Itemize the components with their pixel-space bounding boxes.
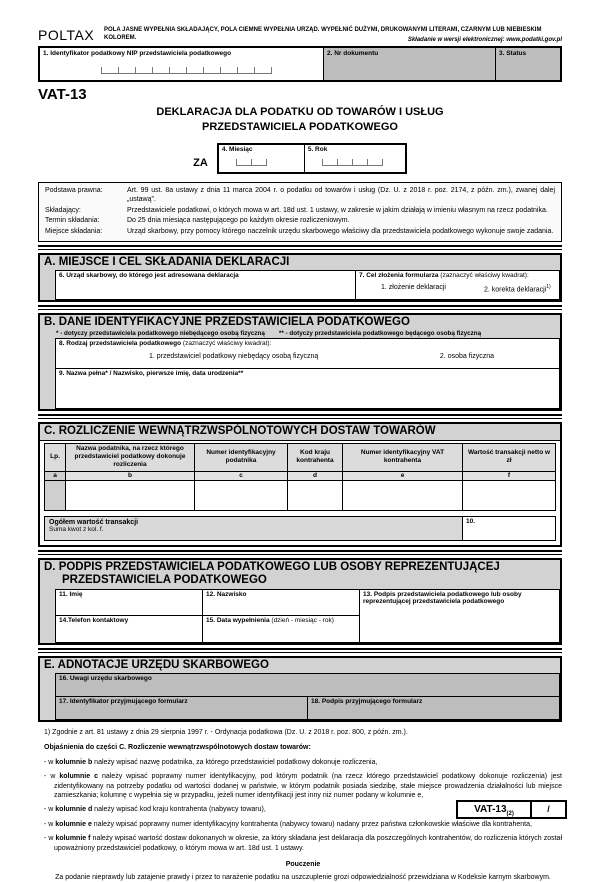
cell-net-value[interactable]: [463, 481, 556, 511]
section-d-title: [40, 560, 560, 588]
comb-cell: [152, 67, 170, 74]
period-box: [217, 143, 407, 174]
comb-cell: [135, 67, 153, 74]
field16-label: 16. Uwagi urzędu skarbowego: [59, 674, 152, 682]
form-code: VAT-13: [38, 86, 87, 103]
col-letter: c: [195, 471, 288, 481]
section-d: [38, 558, 562, 644]
table-row: [45, 481, 556, 511]
column-letter-row: [45, 471, 556, 481]
section-c: [38, 422, 562, 547]
efiling-note: Składanie w wersji elektronicznej: www.podatki.gov.pl: [407, 37, 562, 43]
field12-last-name[interactable]: [203, 589, 360, 615]
comb-cell: [203, 67, 221, 74]
legal-basis-box: [38, 182, 562, 242]
explanation-item: - w kolumnie b należy wpisać nazwę podatnika, za którego przedstawiciel podatkowy dokonuje rozliczenia,: [44, 758, 378, 766]
section-e-title: E. ADNOTACJE URZĘDU SKARBOWEGO: [44, 658, 269, 671]
legal-label: Podstawa prawna:: [45, 186, 103, 194]
explanation-item: - w kolumnie d należy wpisać kod kraju kontrahenta (nabywcy towaru),: [44, 806, 266, 814]
cell-taxpayer-name[interactable]: [66, 481, 195, 511]
cell-lp: [45, 481, 66, 511]
comb-cell: [367, 159, 383, 166]
field17-label: 17. Identyfikator przyjmującego formularz: [59, 697, 188, 705]
field18-label: 18. Podpis przyjmującego formularz: [311, 697, 423, 705]
poltax-logo: POLTAX: [38, 27, 95, 43]
col-letter: b: [66, 471, 195, 481]
comb-cell: [220, 67, 238, 74]
field14-phone[interactable]: [56, 615, 203, 642]
footer-form-code-box: [456, 800, 567, 819]
field16-office-remarks: [56, 673, 560, 696]
comb-cell: [169, 67, 187, 74]
field6-tax-office[interactable]: [56, 271, 356, 300]
comb-cell: [118, 67, 136, 74]
footer-form-code: VAT-$13_{(2)}$: [458, 802, 532, 817]
field11-first-name[interactable]: [56, 589, 203, 615]
field14-label: 14.Telefon kontaktowy: [59, 616, 129, 624]
legal-row: [45, 227, 555, 236]
document-number-label: 2. Nr dokumentu: [327, 50, 379, 57]
comb-cell: [251, 159, 267, 166]
field7-option-correction[interactable]: 2. korekta deklaracji$^{1)}$: [483, 283, 551, 294]
comb-cell: [101, 67, 119, 74]
footnote-1: 1) Zgodnie z art. 81 ustawy z dnia 29 sierpnia 1997 r. - Ordynacja podatkowa (Dz. U. z 2018 r. poz. 800, z późn. zm.).: [44, 728, 408, 736]
field8-option-nonperson[interactable]: 1. przedstawiciel podatkowy niebędący osobą fizyczną: [149, 353, 319, 361]
nip-field-label: 1. Identyfikator podatkowy NIP przedstawiciela podatkowego: [43, 50, 232, 57]
warning-text: Za podanie nieprawdy lub zatajenie prawdy i przez to narażenie podatku na uszczuplenie grozi odpowiedzialność przewidziana w Kodeksie karnym skarbowym.: [55, 873, 551, 881]
total-label-cell: [45, 517, 463, 541]
comb-cell: [337, 159, 353, 166]
field15-fill-date[interactable]: [203, 615, 360, 642]
comb-cell: [254, 67, 272, 74]
status-field: [496, 48, 560, 80]
comb-cell: [352, 159, 368, 166]
footnote-ref: 1): [546, 283, 551, 290]
legal-row: [45, 206, 555, 215]
form-title-line2: PRZEDSTAWICIELA PODATKOWEGO: [202, 121, 398, 134]
col-header-net-value: Wartość transakcji netto w zł: [463, 443, 556, 471]
legal-text: Art. 99 ust. 8a ustawy z dnia 11 marca 2004 r. o podatku od towarów i usług (Dz. U. z 2018 r. poz. 2174, z późn. zm.), zwanej dalej „ustawą”.: [127, 186, 555, 204]
month-comb-input[interactable]: [236, 159, 301, 166]
section-c-title: C. ROZLICZENIE WEWNĄTRZWSPÓLNOTOWYCH DOSTAW TOWARÓW: [40, 424, 560, 440]
comb-cell: [236, 159, 252, 166]
total-row: [44, 516, 556, 541]
explanation-item: - w kolumnie c należy wpisać poprawny numer identyfikacyjny, pod którym podatnik (na rzecz którego przedstawiciel podatkowy dokonuje rozliczenia) jest zidentyfikowany na potrzeby podatku od wartości dodanej w państwie, w którym podatnik posiada siedzibę, stałe miejsce prowadzenia działalności lub miejsce zamieszkania; kolumnę c wypełnia się w przypadku, jeżeli numer identyfikacji jest inny niż numer podany w kolumnie e,: [44, 773, 562, 799]
comb-cell: [237, 67, 255, 74]
year-field[interactable]: [305, 145, 405, 172]
field9-label: 9. Nazwa pełna* / Nazwisko, pierwsze imię, data urodzenia**: [59, 370, 244, 378]
note-double-star: ** - dotyczy przedstawiciela podatkowego będącego osobą fizyczną: [278, 330, 482, 338]
comb-cell: [322, 159, 338, 166]
explanation-item: - w kolumnie e należy wpisać poprawny numer identyfikacyjny kontrahenta (nabywcy towaru) nadany przez państwa członkowskie właściwe dla kontrahenta,: [44, 820, 532, 828]
comb-cell: [186, 67, 204, 74]
form-title: [38, 105, 562, 136]
field13-label: 13. Podpis przedstawiciela podatkowego lub osoby reprezentującej przedstawiciela podatkowego: [363, 590, 522, 606]
total-label: Ogółem wartość transakcji: [49, 519, 139, 527]
legal-row: [45, 216, 555, 225]
col-header-country-code: Kod kraju kontrahenta: [288, 443, 343, 471]
field7-purpose: [356, 271, 560, 300]
legal-label: Miejsce składania:: [45, 227, 103, 235]
page-header: [38, 26, 562, 43]
nip-field[interactable]: [40, 48, 324, 80]
document-number-field: [324, 48, 496, 80]
note-star: * - dotyczy przedstawiciela podatkowego niebędącego osobą fizyczną: [56, 330, 265, 338]
col-header-lp: Lp.: [45, 443, 66, 471]
section-a-title: A. MIEJSCE I CEL SKŁADANIA DEKLARACJI: [44, 255, 290, 268]
legal-label: Składający:: [45, 206, 81, 214]
col-header-vat-id: Numer identyfikacyjny VAT kontrahenta: [343, 443, 463, 471]
footer-page-indicator: /: [547, 804, 550, 814]
field11-label: 11. Imię: [59, 590, 83, 598]
section-divider: [38, 550, 562, 555]
section-b-title: B. DANE IDENTYFIKACYJNE PRZEDSTAWICIELA PODATKOWEGO: [44, 316, 410, 329]
section-divider: [38, 305, 562, 310]
cell-country-code[interactable]: [288, 481, 343, 511]
period-row: [38, 143, 562, 174]
col-letter: d: [288, 471, 343, 481]
field9-full-name[interactable]: [56, 369, 560, 409]
nip-comb-input[interactable]: [101, 67, 320, 74]
field12-label: 12. Nazwisko: [206, 590, 247, 598]
field7-option-submit[interactable]: 1. złożenie deklaracji: [381, 283, 446, 291]
field8-representative-type: [56, 339, 560, 369]
legal-text: Do 25 dnia miesiąca następującego po każdym okresie rozliczeniowym.: [127, 217, 350, 225]
table-header-row: [45, 443, 556, 471]
month-label: 4. Miesiąc: [221, 145, 253, 153]
col-letter: a: [45, 471, 66, 481]
year-comb-input[interactable]: [322, 159, 402, 166]
section-divider: [38, 414, 562, 419]
fill-instructions: POLA JASNE WYPEŁNIA SKŁADAJĄCY, POLA CIEMNE WYPEŁNIA URZĄD. WYPEŁNIĆ DUŻYMI, DRUKOWANYMI LITERAMI, CZARNYM LUB NIEBIESKIM KOLOREM.: [104, 27, 542, 42]
field18-receiver-signature: [308, 696, 560, 719]
col-header-taxpayer-id: Numer identyfikacyjny podatnika: [195, 443, 288, 471]
legal-text: Przedstawiciele podatkowi, o których mowa w art. 18d ust. 1 ustawy, w zakresie w jakim działają w imieniu własnym na rzecz podatnika.: [127, 206, 548, 214]
warning-title: Pouczenie: [285, 861, 321, 869]
legal-row: [45, 186, 555, 205]
section-a: [38, 253, 562, 302]
field8-label: 8. Rodzaj przedstawiciela podatkowego (zaznaczyć właściwy kwadrat):: [59, 340, 272, 348]
month-field[interactable]: [219, 145, 305, 172]
section-divider: [38, 648, 562, 653]
section-divider: [38, 245, 562, 250]
col-letter: f: [463, 471, 556, 481]
field13-signature[interactable]: [360, 589, 560, 642]
explanations-title: Objaśnienia do części C. Rozliczenie wewnątrzwspólnotowych dostaw towarów:: [44, 744, 311, 752]
top-id-fields: [38, 46, 562, 82]
footer-form-version: (2): [506, 811, 514, 817]
form-title-line1: DEKLARACJA DLA PODATKU OD TOWARÓW I USŁUG: [156, 106, 444, 118]
section-d-title-line2: PRZEDSTAWICIELA PODATKOWEGO: [62, 574, 267, 587]
field10-label: 10.: [466, 518, 476, 526]
year-label: 5. Rok: [307, 145, 328, 153]
section-b: [38, 313, 562, 411]
field6-label: 6. Urząd skarbowy, do którego jest adresowana deklaracja: [59, 272, 239, 280]
legal-text: Urząd skarbowy, przy pomocy którego naczelnik urzędu skarbowego właściwy dla przedstawiciela podatkowego wykonuje swoje zadania.: [127, 227, 554, 235]
za-label: ZA: [193, 156, 208, 169]
section-b-notes: [40, 330, 560, 338]
field10-total-value[interactable]: [463, 517, 556, 541]
col-letter: e: [343, 471, 463, 481]
section-e: [38, 656, 562, 722]
field7-label: 7. Cel złożenia formularza (zaznaczyć właściwy kwadrat):: [359, 272, 529, 280]
total-sublabel: Suma kwot z kol. f.: [49, 526, 104, 534]
cell-vat-id[interactable]: [343, 481, 463, 511]
section-d-title-line1: D. PODPIS PRZEDSTAWICIELA PODATKOWEGO LUB OSOBY REPREZENTUJĄCEJ: [44, 561, 500, 574]
status-label: 3. Status: [499, 50, 527, 57]
field17-receiver-id: [56, 696, 308, 719]
supplies-table: [44, 443, 556, 512]
col-header-taxpayer-name: Nazwa podatnika, na rzecz którego przedstawiciel podatkowy dokonuje rozliczenia: [66, 443, 195, 471]
legal-label: Termin składania:: [45, 217, 100, 225]
field8-option-person[interactable]: 2. osoba fizyczna: [439, 353, 494, 361]
cell-taxpayer-id[interactable]: [195, 481, 288, 511]
field15-label: 15. Data wypełnienia (dzień - miesiąc - rok): [206, 616, 334, 624]
explanation-item: - w kolumnie f należy wpisać wartość dostaw dokonanych w okresie, za który składana jest deklaracja dla poszczególnych kontrahentów, do rozliczenia których został upoważniony przedstawiciel podatkowy, o którym mowa w art. 18d ust. 1 ustawy.: [44, 835, 563, 852]
